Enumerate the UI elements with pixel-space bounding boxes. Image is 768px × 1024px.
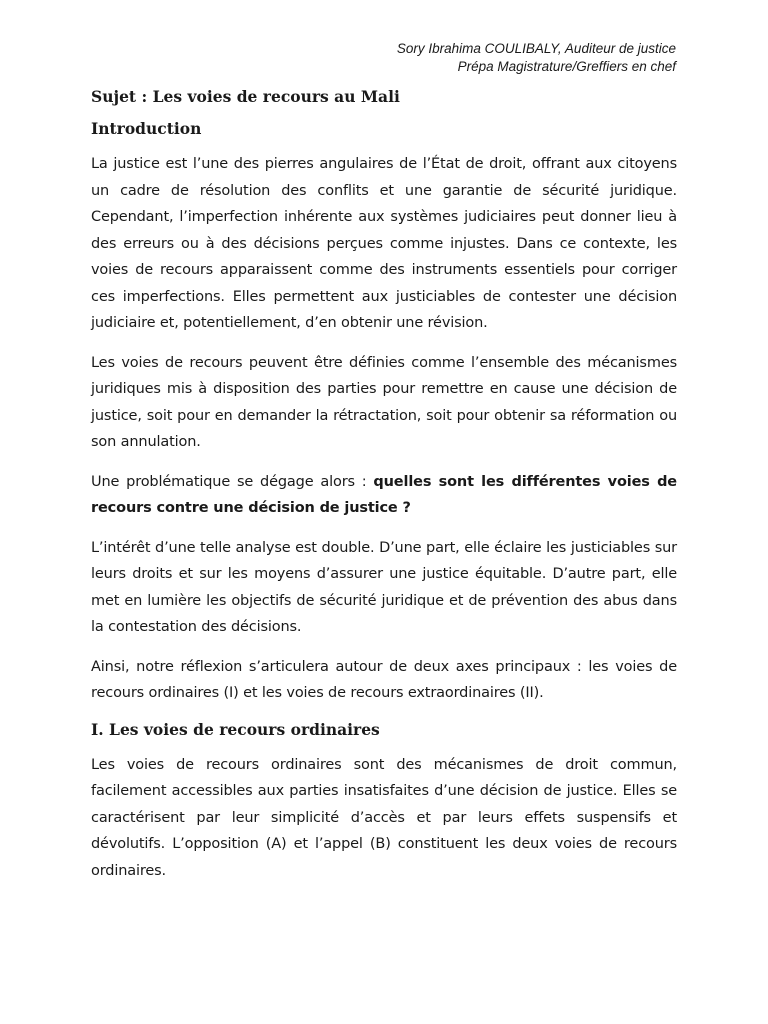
problematique-paragraph (91, 469, 677, 522)
interet-paragraph: L’intérêt d’une telle analyse est double. D’une part, elle éclaire les justiciables sur leurs droits et sur les moyens d’assurer une justice équitable. D’autre part, elle met en lumière les objectifs de sécurité juridique et de prévention des abus dans la contestation des décisions. (91, 539, 677, 635)
document-body (91, 87, 677, 897)
section-1-paragraph: Les voies de recours ordinaires sont des mécanismes de droit commun, facilement accessibles aux parties insatisfaites d’une décision de justice. Elles se caractérisent par leur simplicité d’accès et par leurs effets suspensifs et dévolutifs. L’opposition (A) et l’appel (B) constituent les deux voies de recours ordinaires. (91, 756, 677, 879)
document-header (397, 40, 676, 76)
problematique-question: quelles sont les différentes voies de recours contre une décision de justice ? (91, 473, 677, 516)
subject-title: Sujet : Les voies de recours au Mali (91, 87, 400, 106)
section-1-heading: I. Les voies de recours ordinaires (91, 719, 380, 739)
intro-paragraph-1: La justice est l’une des pierres angulaires de l’État de droit, offrant aux citoyens un cadre de résolution des conflits et une garantie de sécurité juridique. Cependant, l’imperfection inhérente aux systèmes judiciaires peut donner lieu à des erreurs ou à des décisions perçues comme injustes. Dans ce contexte, les voies de recours apparaissent comme des instruments essentiels pour corriger ces imperfections. Elles permettent aux justiciables de contester une décision judiciaire et, potentiellement, d’en obtenir une révision. (91, 156, 677, 331)
author-line: Sory Ibrahima COULIBALY, Auditeur de justice (396, 41, 676, 56)
problematique-lead: Une problématique se dégage alors : (91, 473, 374, 490)
annonce-plan-paragraph: Ainsi, notre réflexion s’articulera autour de deux axes principaux : les voies de recours ordinaires (I) et les voies de recours extraordinaires (II). (91, 658, 677, 701)
introduction-heading: Introduction (91, 119, 202, 138)
course-line: Prépa Magistrature/Greffiers en chef (457, 59, 676, 74)
intro-paragraph-2: Les voies de recours peuvent être définies comme l’ensemble des mécanismes juridiques mis à disposition des parties pour remettre en cause une décision de justice, soit pour en demander la rétractation, soit pour obtenir sa réformation ou son annulation. (91, 354, 677, 450)
